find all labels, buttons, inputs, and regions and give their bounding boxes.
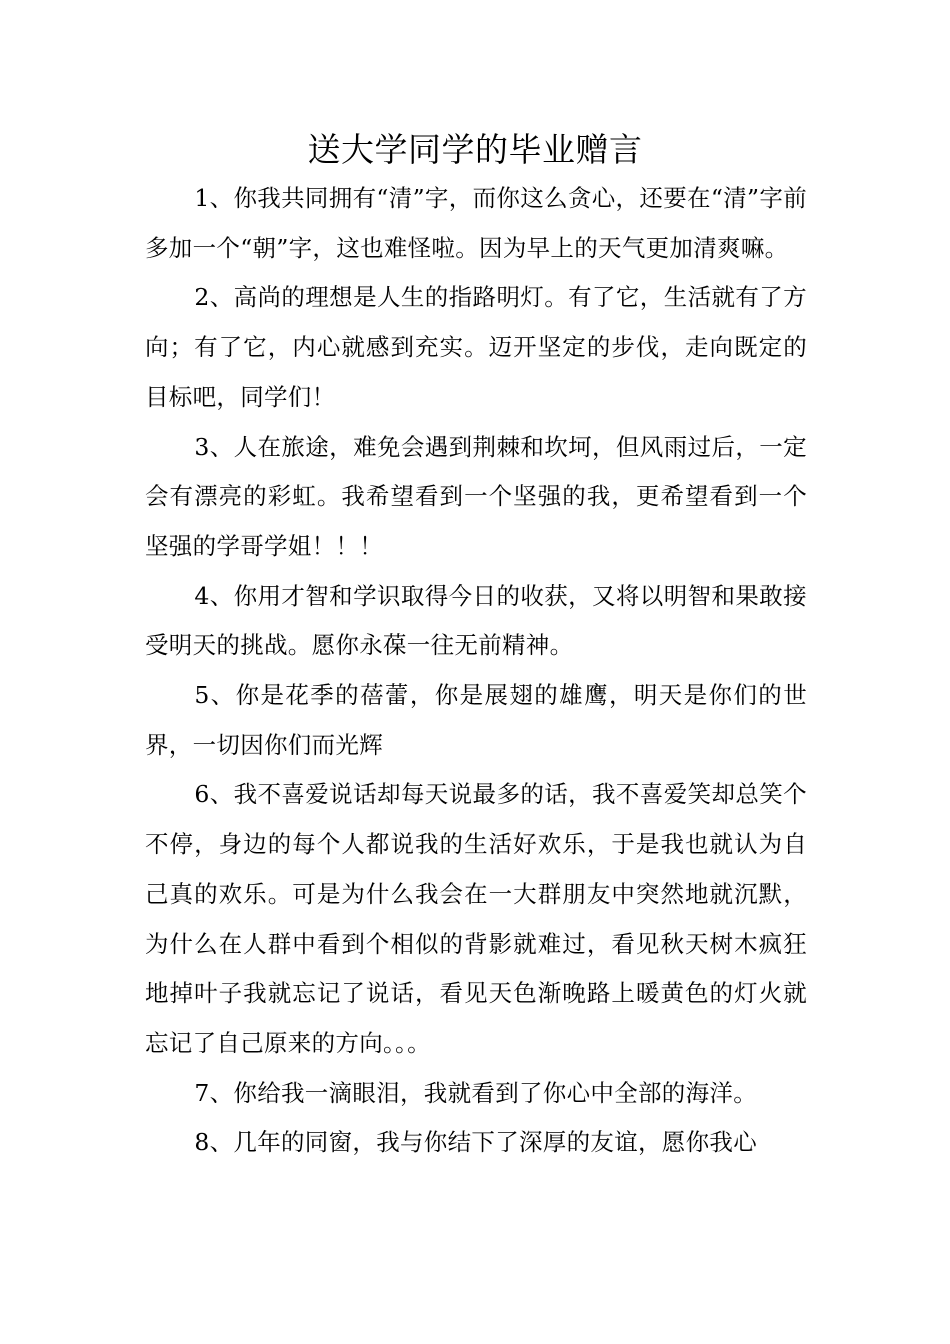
paragraph-3: 3、人在旅途，难免会遇到荆棘和坎坷，但风雨过后，一定会有漂亮的彩虹。我希望看到一个坚强的我，更希望看到一个坚强的学哥学姐！！！ <box>145 432 807 560</box>
paragraph-8: 8、几年的同窗，我与你结下了深厚的友谊，愿你我心 <box>194 1128 757 1157</box>
paragraph-2: 2、高尚的理想是人生的指路明灯。有了它，生活就有了方向；有了它，内心就感到充实。迈开坚定的步伐，走向既定的目标吧，同学们！ <box>145 283 807 411</box>
paragraph-7: 7、你给我一滴眼泪，我就看到了你心中全部的海洋。 <box>194 1078 757 1107</box>
document-title: 送大学同学的毕业赠言 <box>307 130 643 169</box>
paragraph-5: 5、你是花季的蓓蕾，你是展翅的雄鹰，明天是你们的世界，一切因你们而光辉 <box>145 681 807 759</box>
document-body <box>145 174 807 1168</box>
paragraph-4: 4、你用才智和学识取得今日的收获，又将以明智和果敢接受明天的挑战。愿你永葆一往无前精神。 <box>145 581 807 660</box>
paragraph-1: 1、你我共同拥有“清”字，而你这么贪心，还要在“清”字前多加一个“朝”字，这也难怪啦。因为早上的天气更加清爽嘛。 <box>145 184 807 262</box>
paragraph-6: 6、我不喜爱说话却每天说最多的话，我不喜爱笑却总笑个不停，身边的每个人都说我的生活好欢乐，于是我也就认为自己真的欢乐。可是为什么我会在一大群朋友中突然地就沉默，为什么在人群中看到个相似的背影就难过，看见秋天树木疯狂地掉叶子我就忘记了说话，看见天色渐晚路上暖黄色的灯火就忘记了自己原来的方向。。。 <box>145 780 807 1057</box>
